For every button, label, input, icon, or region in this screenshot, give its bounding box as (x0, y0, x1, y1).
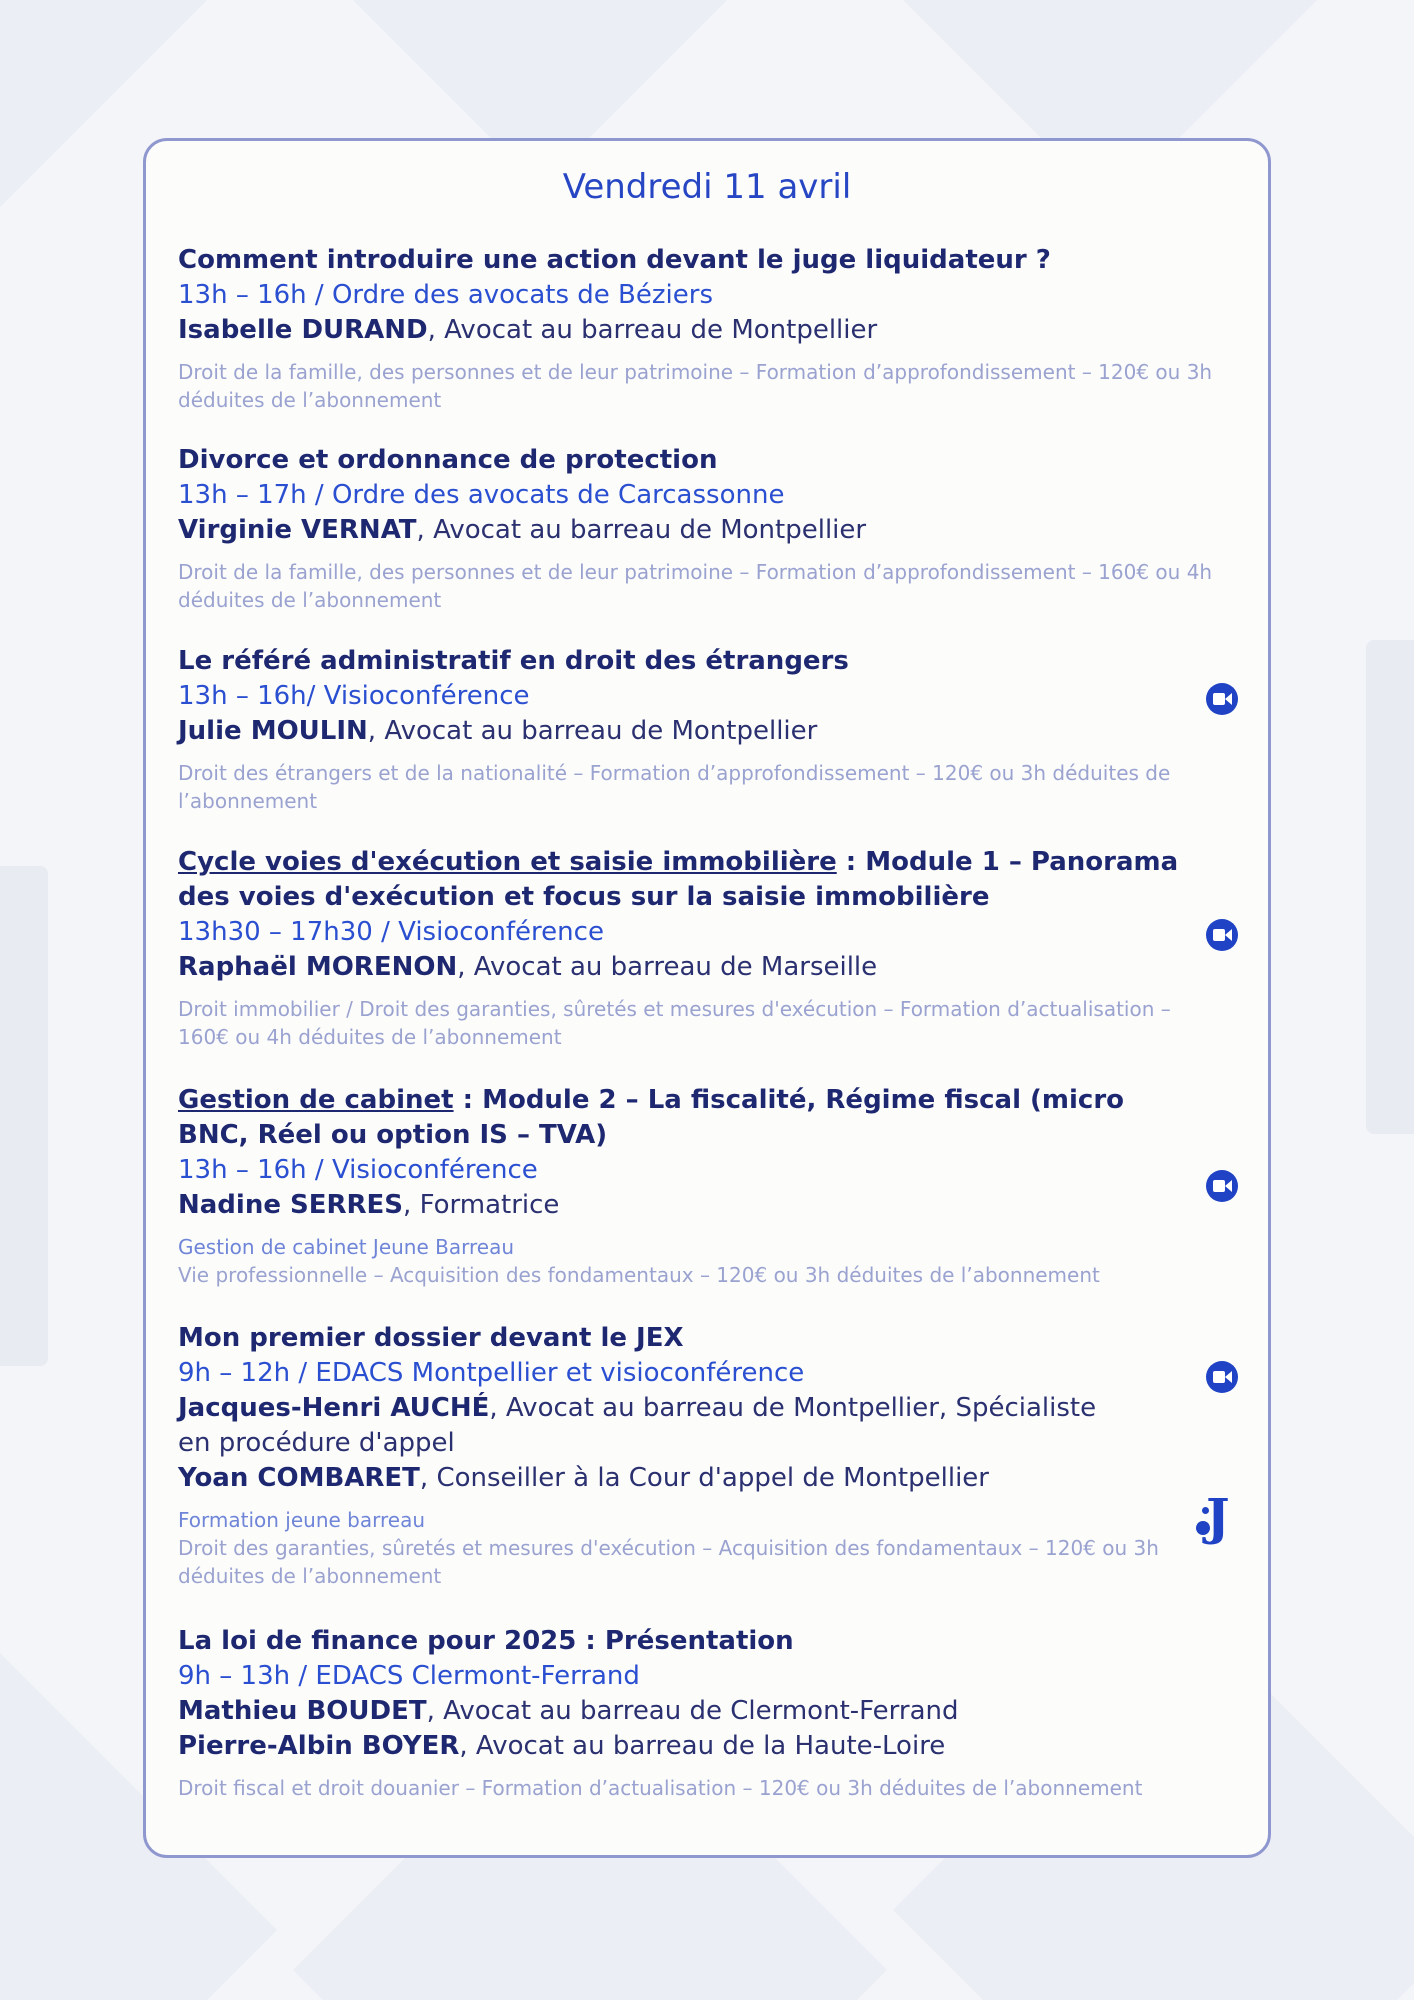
event-6 (178, 1321, 1238, 1590)
speaker-role: , Avocat au barreau de la Haute-Loire (459, 1731, 946, 1761)
event-time-location: 13h – 16h / Ordre des avocats de Béziers (178, 280, 713, 310)
event-speaker (178, 1461, 1118, 1496)
event-speaker (178, 714, 1118, 749)
day-title: Vendredi 11 avril (562, 167, 852, 207)
event-1 (178, 243, 1238, 414)
event-info: Droit immobilier / Droit des garanties, sûretés et mesures d'exécution – Formation d’actualisation – 160€ ou 4h déduites de l’abonnement (178, 997, 1171, 1049)
speaker-role: , Avocat au barreau de Marseille (457, 952, 878, 982)
event-time-location: 13h – 17h / Ordre des avocats de Carcassonne (178, 480, 785, 510)
event-title: Divorce et ordonnance de protection (178, 445, 718, 475)
left-side-tab (0, 866, 48, 1366)
event-time-location: 13h30 – 17h30 / Visioconférence (178, 917, 604, 947)
speaker-role: , Conseiller à la Cour d'appel de Montpellier (419, 1463, 989, 1493)
event-info: Droit fiscal et droit douanier – Formation d’actualisation – 120€ ou 3h déduites de l’abonnement (178, 1776, 1143, 1800)
event-time-location: 9h – 13h / EDACS Clermont-Ferrand (178, 1661, 640, 1691)
event-speaker (178, 313, 1118, 348)
event-info: Droit des garanties, sûretés et mesures d'exécution – Acquisition des fondamentaux – 120€ ou 3h déduites de l’abonnement (178, 1536, 1159, 1588)
event-info: Vie professionnelle – Acquisition des fondamentaux – 120€ ou 3h déduites de l’abonnement (178, 1263, 1100, 1287)
event-speaker (178, 950, 1118, 985)
speaker-name: Nadine SERRES (178, 1190, 404, 1220)
event-speaker (178, 513, 1118, 548)
speaker-role: , Avocat au barreau de Montpellier (416, 515, 867, 545)
event-title: Mon premier dossier devant le JEX (178, 1323, 684, 1353)
speaker-name: Jacques-Henri AUCHÉ (178, 1393, 490, 1423)
speaker-name: Pierre-Albin BOYER (178, 1731, 460, 1761)
event-5 (178, 1083, 1238, 1289)
event-title-link[interactable]: Gestion de cabinet (178, 1085, 454, 1115)
video-camera-icon (1206, 1361, 1238, 1393)
event-title-rest: : Module 2 – La fiscalité, Régime fiscal (micro BNC, Réel ou option IS – TVA) (178, 1085, 1125, 1150)
event-4 (178, 845, 1238, 1051)
video-camera-icon (1206, 919, 1238, 951)
speaker-role: , Avocat au barreau de Montpellier, Spécialiste en procédure d'appel (178, 1393, 1097, 1458)
event-title (178, 845, 1188, 915)
speaker-role: , Avocat au barreau de Montpellier (427, 315, 878, 345)
speaker-name: Mathieu BOUDET (178, 1696, 427, 1726)
jeune-barreau-icon (1196, 1487, 1236, 1546)
video-camera-icon (1206, 1170, 1238, 1202)
speaker-role: , Avocat au barreau de Montpellier (367, 716, 818, 746)
event-title-rest: : Module 1 – Panorama des voies d'exécution et focus sur la saisie immobilière (178, 847, 1179, 912)
jeune-barreau-letter: J (1206, 1487, 1230, 1546)
event-tag: Gestion de cabinet Jeune Barreau (178, 1235, 515, 1259)
event-time-location: 13h – 16h/ Visioconférence (178, 681, 530, 711)
speaker-name: Isabelle DURAND (178, 315, 428, 345)
event-7 (178, 1624, 1238, 1802)
right-side-tab (1366, 640, 1414, 1134)
event-info: Droit de la famille, des personnes et de leur patrimoine – Formation d’approfondissement – 120€ ou 3h déduites de l’abonnement (178, 360, 1213, 412)
speaker-name: Raphaël MORENON (178, 952, 458, 982)
event-title: Comment introduire une action devant le juge liquidateur ? (178, 245, 1051, 275)
event-3 (178, 644, 1238, 815)
program-card (143, 138, 1271, 1858)
event-time-location: 9h – 12h / EDACS Montpellier et visioconférence (178, 1358, 805, 1388)
speaker-name: Virginie VERNAT (178, 515, 417, 545)
event-title: Le référé administratif en droit des étrangers (178, 646, 849, 676)
event-speaker (178, 1188, 1118, 1223)
event-info: Droit de la famille, des personnes et de leur patrimoine – Formation d’approfondissement – 160€ ou 4h déduites de l’abonnement (178, 560, 1213, 612)
event-speaker (178, 1729, 1118, 1764)
event-speaker (178, 1391, 1118, 1461)
speaker-name: Julie MOULIN (178, 716, 368, 746)
event-2 (178, 443, 1238, 614)
speaker-name: Yoan COMBARET (178, 1463, 420, 1493)
speaker-role: , Avocat au barreau de Clermont-Ferrand (426, 1696, 959, 1726)
event-tag: Formation jeune barreau (178, 1508, 426, 1532)
event-time-location: 13h – 16h / Visioconférence (178, 1155, 538, 1185)
event-title (178, 1083, 1188, 1153)
event-title-link[interactable]: Cycle voies d'exécution et saisie immobilière (178, 847, 837, 877)
speaker-role: , Formatrice (403, 1190, 560, 1220)
event-info: Droit des étrangers et de la nationalité – Formation d’approfondissement – 120€ ou 3h déduites de l’abonnement (178, 761, 1171, 813)
event-speaker (178, 1694, 1118, 1729)
video-camera-icon (1206, 683, 1238, 715)
event-title: La loi de finance pour 2025 : Présentation (178, 1626, 794, 1656)
